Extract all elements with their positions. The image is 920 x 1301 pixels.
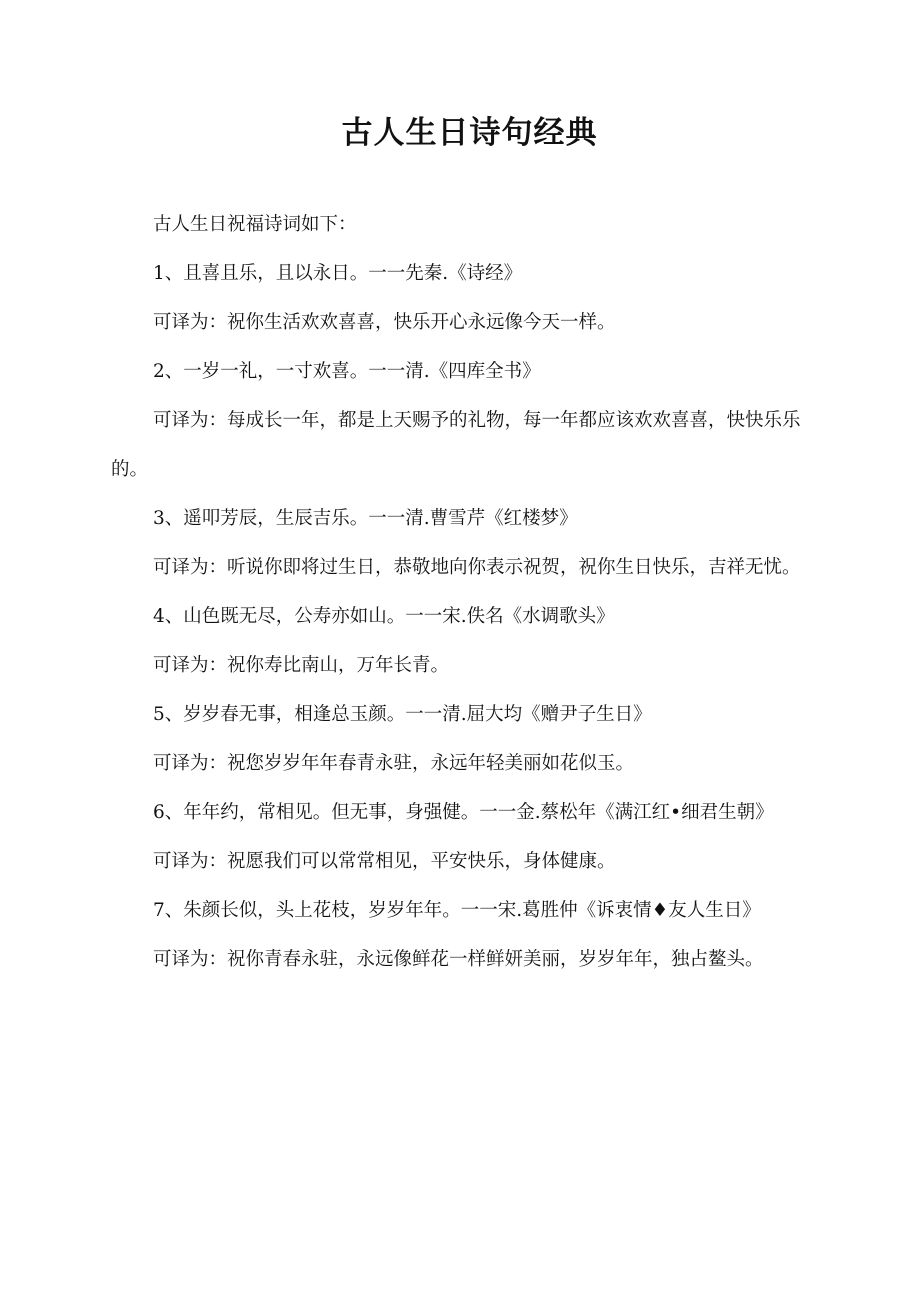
poem-line-1: 1、且喜且乐，且以永日。一一先秦.《诗经》 <box>153 263 523 284</box>
translation-7: 可译为：祝你青春永驻，永远像鲜花一样鲜妍美丽，岁岁年年，独占鳌头。 <box>153 949 764 970</box>
translation-3: 可译为：听说你即将过生日，恭敬地向你表示祝贺，祝你生日快乐，吉祥无忧。 <box>153 557 801 578</box>
poem-line-2: 2、一岁一礼，一寸欢喜。一一清.《四库全书》 <box>153 361 541 382</box>
poem-line-7: 7、朱颜长似，头上花枝，岁岁年年。一一宋.葛胜仲《诉衷情♦友人生日》 <box>153 900 761 921</box>
intro-paragraph: 古人生日祝福诗词如下： <box>153 214 357 235</box>
document-title: 古人生日诗句经典 <box>341 115 598 151</box>
translation-1: 可译为：祝你生活欢欢喜喜，快乐开心永远像今天一样。 <box>153 312 616 333</box>
poem-line-5: 5、岁岁春无事，相逢总玉颜。一一清.屈大均《赠尹子生日》 <box>153 704 652 725</box>
translation-4: 可译为：祝你寿比南山，万年长青。 <box>153 655 450 676</box>
poem-line-3: 3、遥叩芳辰，生辰吉乐。一一清.曹雪芹《红楼梦》 <box>153 508 578 529</box>
translation-5: 可译为：祝您岁岁年年春青永驻，永远年轻美丽如花似玉。 <box>153 753 635 774</box>
poem-line-4: 4、山色既无尽，公寿亦如山。一一宋.佚名《水调歌头》 <box>153 606 615 627</box>
translation-6: 可译为：祝愿我们可以常常相见，平安快乐，身体健康。 <box>153 851 616 872</box>
translation-2: 可译为：每成长一年，都是上天赐予的礼物，每一年都应该欢欢喜喜，快快乐乐的。 <box>111 410 801 480</box>
poem-line-6: 6、年年约，常相见。但无事，身强健。一一金.蔡松年《满江红•细君生朝》 <box>153 802 774 823</box>
document-body <box>111 200 828 984</box>
